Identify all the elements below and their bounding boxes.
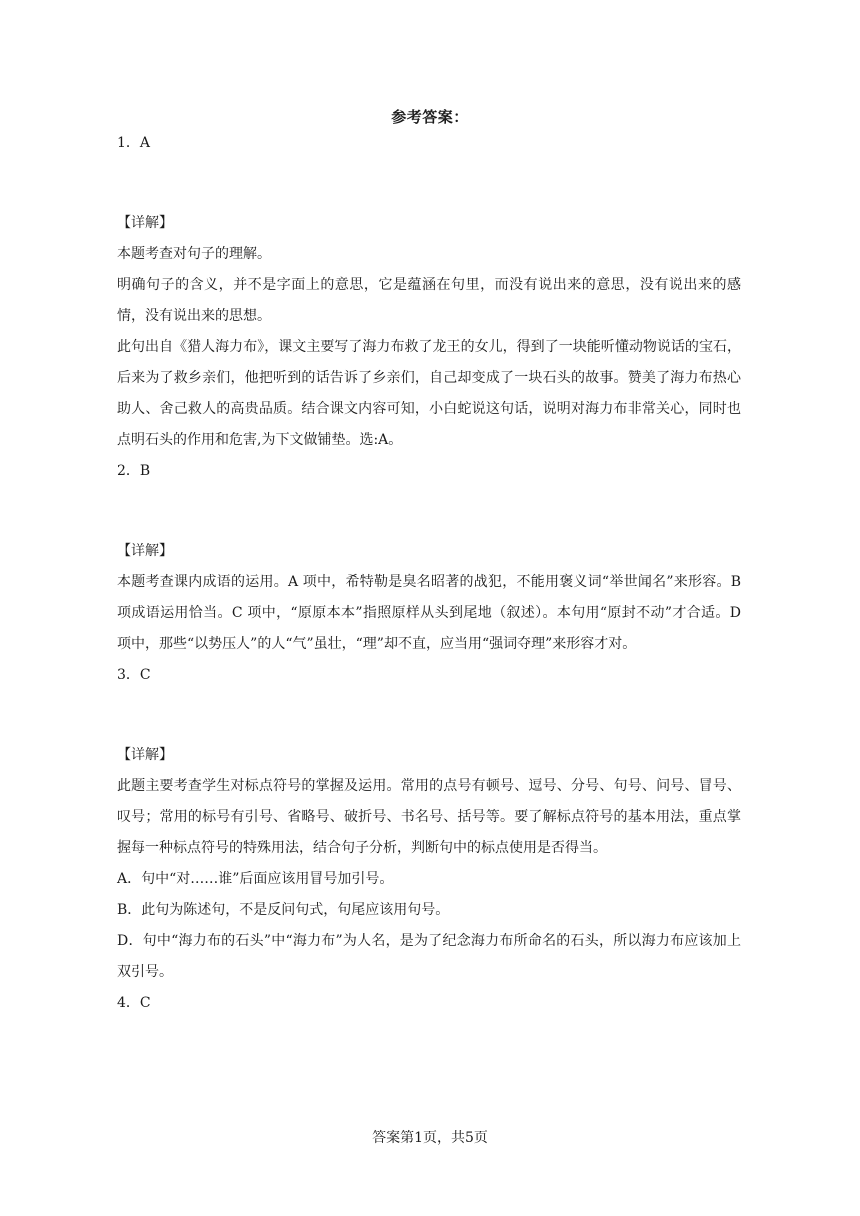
answer-3: 3．C — [117, 667, 151, 683]
detail-heading-3: 【详解】 — [117, 747, 173, 763]
q1-paragraph-1: 本题考查对句子的理解。 — [117, 246, 271, 262]
detail-heading-1: 【详解】 — [117, 215, 173, 231]
answer-4: 4．C — [117, 995, 151, 1011]
page-footer: 答案第1页，共5页 — [372, 1130, 488, 1146]
page-title: 参考答案： — [391, 108, 469, 126]
answer-1: 1．A — [117, 135, 151, 151]
q3-option-b: B．此句为陈述句，不是反问句式，句尾应该用句号。 — [117, 902, 450, 918]
detail-heading-2: 【详解】 — [117, 543, 173, 559]
answer-content — [117, 130, 741, 1017]
answer-2: 2．B — [117, 463, 151, 479]
q3-option-d: D．句中“海力布的石头”中“海力布”为人名，是为了纪念海力布所命名的石头，所以海力布应该加上双引号。 — [117, 933, 741, 980]
q1-paragraph-2: 明确句子的含义，并不是字面上的意思，它是蕴涵在句里，而没有说出来的意思，没有说出来的感情，没有说出来的思想。 — [117, 277, 741, 324]
q3-paragraph-1: 此题主要考查学生对标点符号的掌握及运用。常用的点号有顿号、逗号、分号、句号、问号、冒号、叹号；常用的标号有引号、省略号、破折号、书名号、括号等。要了解标点符号的基本用法，重点掌握每一种标点符号的特殊用法，结合句子分析，判断句中的标点使用是否得当。 — [117, 778, 741, 856]
q1-paragraph-3: 此句出自《猎人海力布》，课文主要写了海力布救了龙王的女儿，得到了一块能听懂动物说话的宝石，后来为了救乡亲们，他把听到的话告诉了乡亲们，自己却变成了一块石头的故事。赞美了海力布热心助人、舍己救人的高贵品质。结合课文内容可知，小白蛇说这句话，说明对海力布非常关心，同时也点明石头的作用和危害,为下文做铺垫。选:A。 — [117, 339, 741, 448]
q2-paragraph-1: 本题考查课内成语的运用。A 项中，希特勒是臭名昭著的战犯，不能用褒义词“举世闻名”来形容。B 项成语运用恰当。C 项中，“原原本本”指照原样从头到尾地（叙述）。本句用“原封不动”才合适。D 项中，那些“以势压人”的人“气”虽壮，“理”却不直，应当用“强词夺理”来形容才对。 — [117, 574, 741, 652]
q3-option-a: A．句中“对……谁”后面应该用冒号加引号。 — [117, 871, 394, 887]
